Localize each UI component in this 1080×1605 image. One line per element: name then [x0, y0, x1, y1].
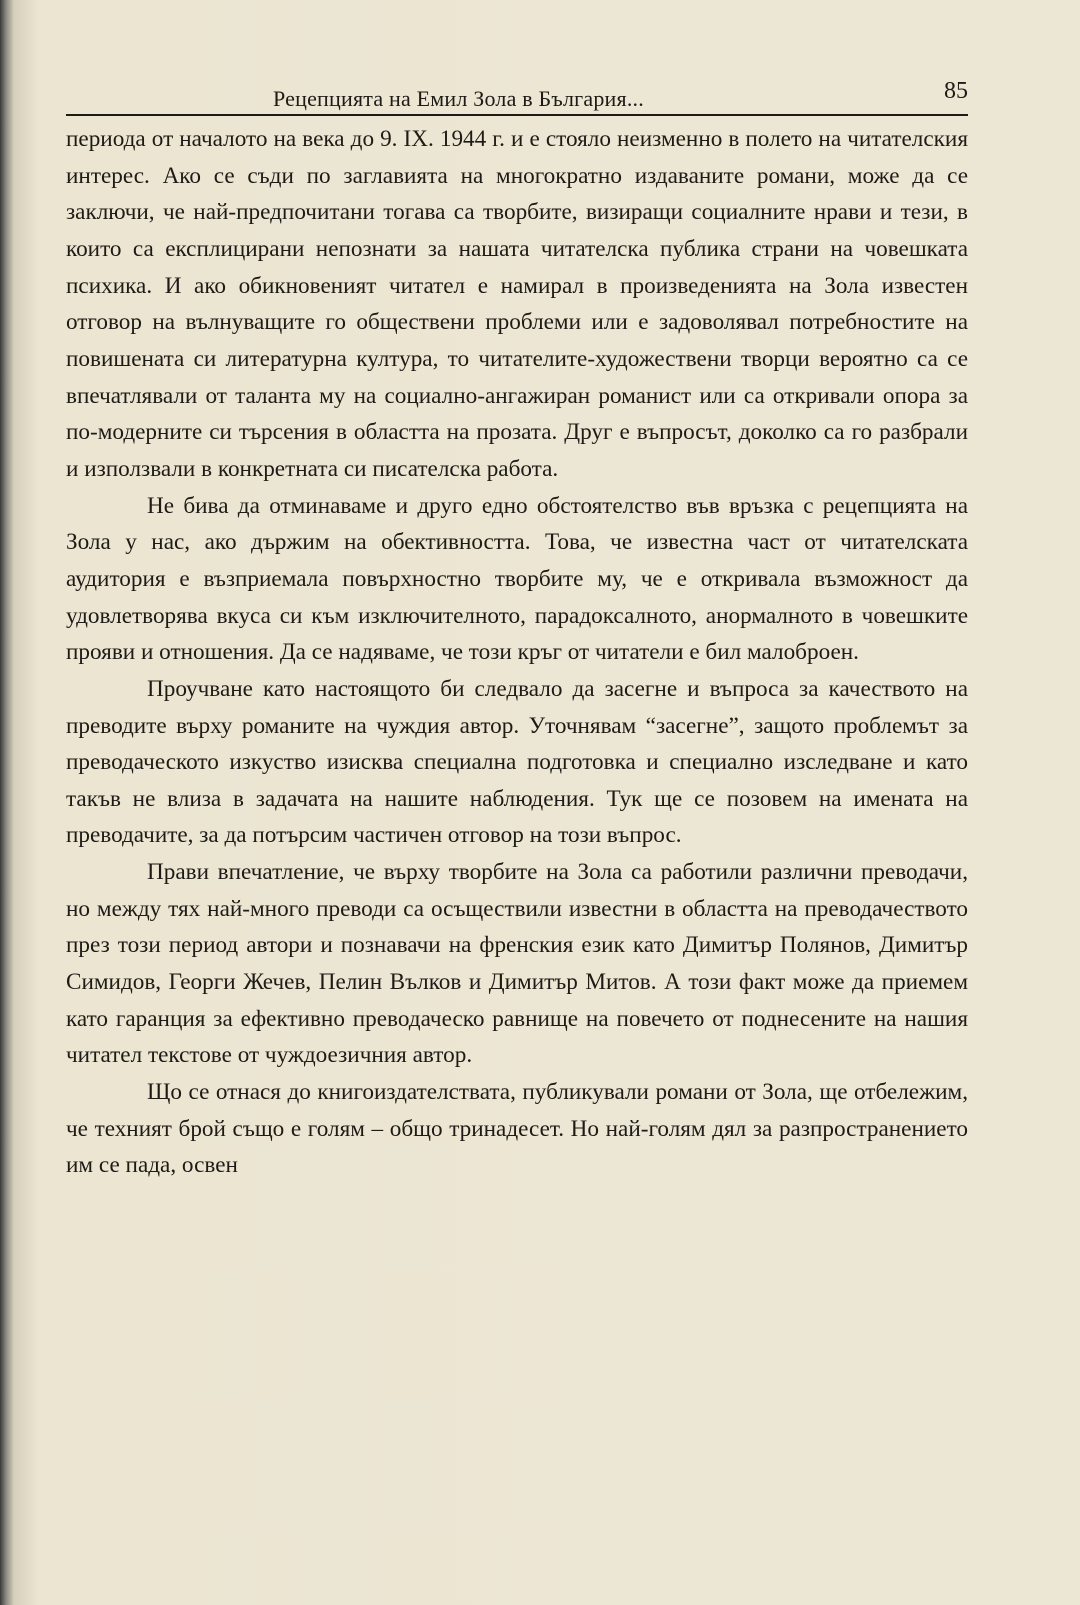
paragraph: Проучване като настоящото би следвало да засегне и въпроса за качеството на преводите върху романите на чуждия автор. Уточнявам “засегне”, защото проблемът за преводаческото изкуство изисква специална подготовка и специално изследване и като такъв не влиза в задачата на нашите наблюдения. Тук ще се позовем на имената на преводачите, за да потърсим частичен отговор на този въпрос.: [66, 675, 968, 849]
page-number: 85: [944, 78, 968, 104]
paragraph: Що се отнася до книгоиздателствата, публикували романи от Зола, ще отбележим, че техният брой също е голям – общо тринадесет. Но най-голям дял за разпространението им се пада, освен: [66, 1079, 968, 1179]
running-header-title: Рецепцията на Емил Зола в България...: [273, 86, 644, 111]
body-text: [66, 121, 968, 1184]
paragraph: Прави впечатление, че върху творбите на Зола са работили различни преводачи, но между тях най-много преводи са осъществили известни в областта на преводачеството през този период автори и познавачи на френския език като Димитър Полянов, Димитър Симидов, Георги Жечев, Пелин Вълков и Димитър Митов. А този факт може да приемем като гаранция за ефективно преводаческо равнище на повечето от поднесените на нашия читател текстове от чуждоезичния автор.: [66, 859, 968, 1069]
paragraph: Не бива да отминаваме и друго едно обстоятелство във връзка с рецепцията на Зола у нас, ако държим на обективността. Това, че известна част от читателската аудитория е възприемала повърхностно творбите му, че е откривала възможност да удовлетворява вкуса си към изключителното, парадоксалното, анормалното в човешките прояви и отношения. Да се надяваме, че този кръг от читатели е бил малоброен.: [66, 492, 968, 666]
paragraph-continued: периода от началото на века до 9. IX. 1944 г. и е стояло неизменно в полето на читателския интерес. Ако се съди по заглавията на многократно издаваните романи, може да се заключи, че най-предпочитани тогава са творбите, визиращи социалните нрави и тези, в които са експлицирани непознати за нашата читателска публика страни на човешката психика. И ако обикновеният читател е намирал в произведенията на Зола известен отговор на вълнуващите го обществени проблеми или е задоволявал потребностите на повишената си литературна култура, то читателите-художествени творци вероятно са се впечатлявали от таланта му на социално-ангажиран романист или са откривали опора за по-модерните си търсения в областта на прозата. Друг е въпросът, доколко са го разбрали и използвали в конкретната си писателска работа.: [66, 126, 968, 482]
running-header: [66, 74, 968, 116]
